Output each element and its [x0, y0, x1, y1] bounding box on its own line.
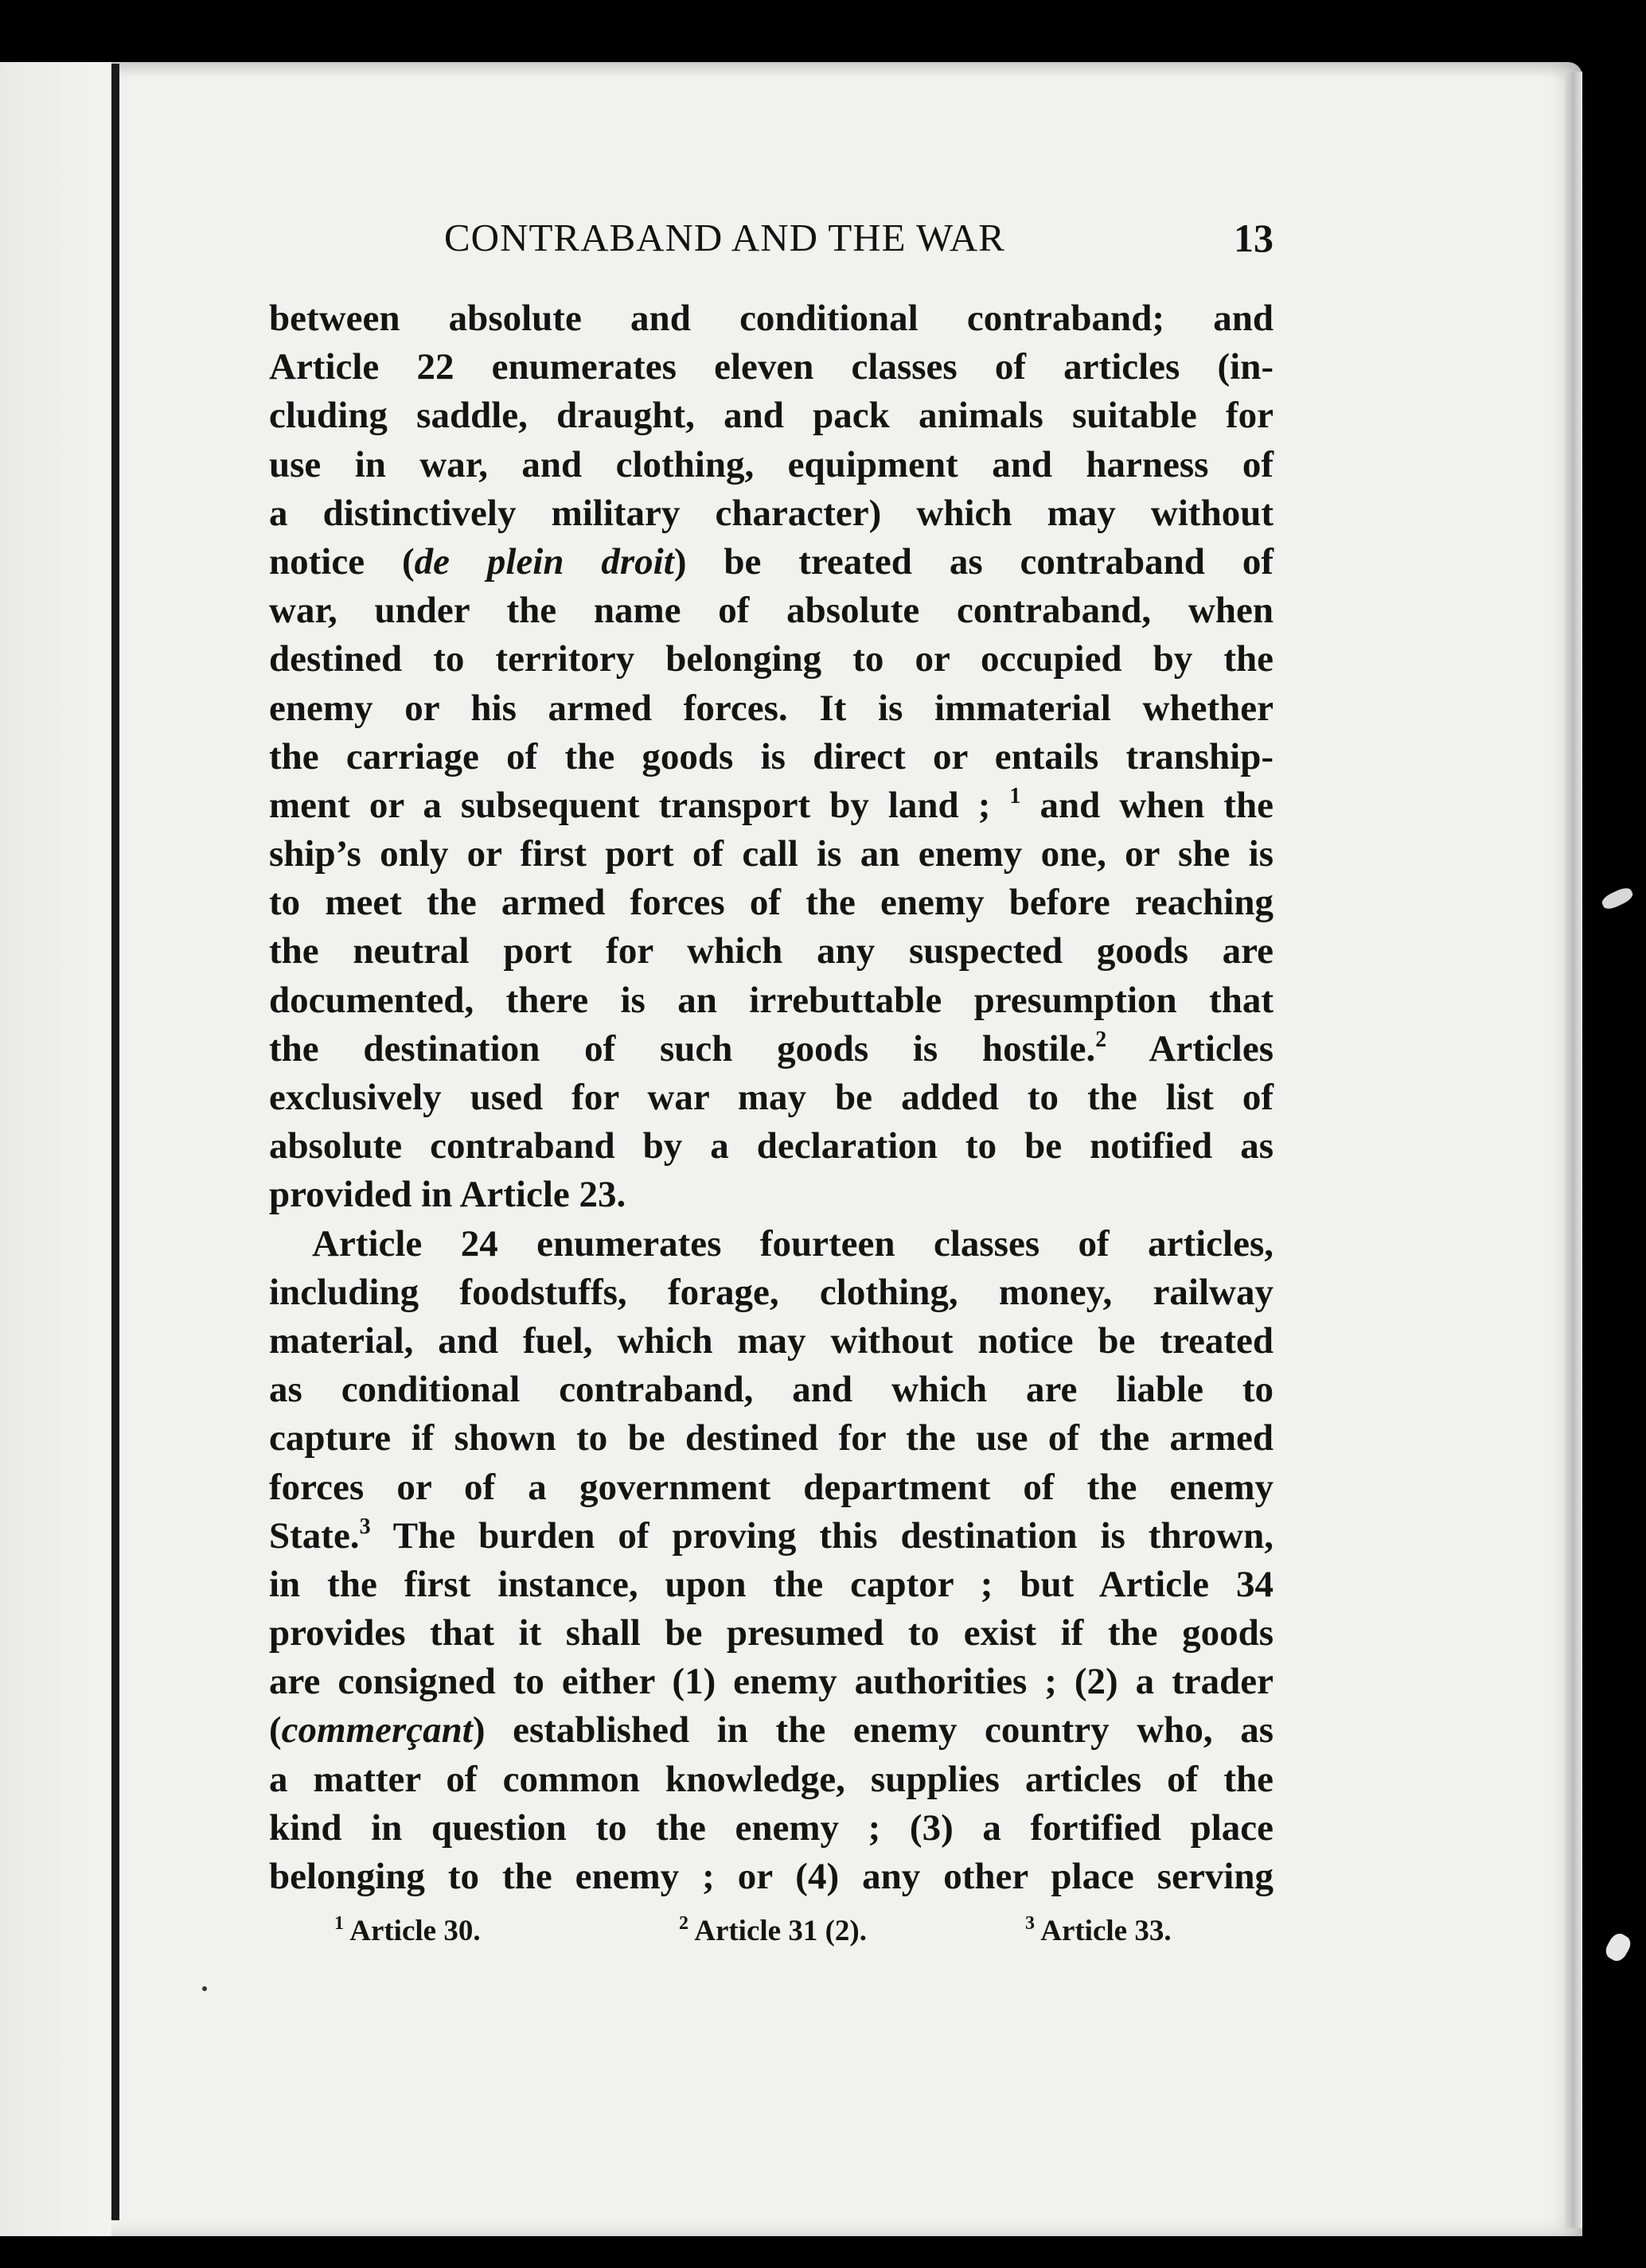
footnote-3 — [1025, 1914, 1172, 1948]
italic-phrase: de plein droit — [414, 540, 674, 583]
footnote-mark: 3 — [1025, 1913, 1035, 1934]
text-line: kind in question to the enemy ; (3) a fortified place — [269, 1806, 1274, 1849]
footnotes — [269, 1914, 1274, 1962]
text-line — [269, 781, 1274, 830]
text-segment: and when the — [1039, 784, 1274, 826]
scan-artifact — [1600, 885, 1635, 911]
page-edge — [1565, 72, 1582, 2228]
text-line: cluding saddle, draught, and pack animals suitable for — [269, 395, 1274, 437]
gutter-shade — [0, 62, 111, 2236]
page-number: 13 — [1234, 216, 1274, 260]
text-segment: notice ( — [269, 540, 415, 583]
text-line: as conditional contraband, and which are liable to — [269, 1369, 1274, 1411]
footnote-1 — [334, 1914, 481, 1948]
text-segment: State. — [269, 1514, 360, 1557]
text-segment: Articles — [1149, 1027, 1274, 1070]
text-line: are consigned to either (1) enemy authorities ; (2) a trader — [269, 1661, 1274, 1703]
scan-artifact — [1602, 1931, 1634, 1964]
text-segment: The burden of proving this destination is thrown, — [392, 1514, 1274, 1557]
text-line: the neutral port for which any suspected goods are — [269, 930, 1274, 972]
text-segment: ) be treated as contraband of — [673, 540, 1274, 583]
text-segment: ) established in the enemy country who, as — [472, 1709, 1274, 1752]
text-line: between absolute and conditional contraband; and — [269, 298, 1274, 339]
text-line: to meet the armed forces of the enemy before reaching — [269, 882, 1274, 924]
text-line: Article 22 enumerates eleven classes of articles (in- — [269, 346, 1274, 388]
text-line: exclusively used for war may be added to the list of — [269, 1077, 1274, 1118]
binding-line — [111, 64, 119, 2220]
text-segment: ment or a subsequent transport by land ; — [269, 784, 991, 826]
text-line: destined to territory belonging to or occupied by the — [269, 638, 1274, 680]
text-line: material, and fuel, which may without notice be treated — [269, 1319, 1274, 1362]
footnote-text: Article 31 (2). — [694, 1915, 867, 1947]
text-segment: the destination of such goods is hostile. — [269, 1027, 1096, 1070]
text-line: war, under the name of absolute contraband, when — [269, 590, 1274, 632]
text-line: provides that it shall be presumed to exist if the goods — [269, 1612, 1274, 1654]
footnote-2 — [679, 1914, 867, 1948]
footnote-ref: 3 — [359, 1514, 371, 1539]
text-line — [269, 1512, 1274, 1561]
text-line: a distinctively military character) which may without — [269, 492, 1274, 534]
text-line: Article 24 enumerates fourteen classes of articles, — [312, 1222, 1274, 1265]
text-segment: ( — [269, 1709, 282, 1752]
text-line: documented, there is an irrebuttable presumption that — [269, 979, 1274, 1021]
running-head — [269, 215, 1274, 271]
text-line: in the first instance, upon the captor ; but Article 34 — [269, 1563, 1274, 1605]
text-line: absolute contraband by a declaration to be notified as — [269, 1125, 1274, 1167]
footnote-ref: 2 — [1095, 1027, 1107, 1052]
text-line: belonging to the enemy ; or (4) any other place serving — [269, 1856, 1274, 1897]
text-line: provided in Article 23. — [269, 1174, 626, 1216]
text-line: including foodstuffs, forage, clothing, money, railway — [269, 1271, 1274, 1313]
italic-phrase: commerçant — [281, 1709, 473, 1752]
text-line: enemy or his armed forces. It is immaterial whether — [269, 687, 1274, 729]
ink-speck — [202, 1986, 207, 1991]
text-line — [269, 538, 1274, 586]
running-title: CONTRABAND AND THE WAR — [444, 216, 1005, 259]
text-line: capture if shown to be destined for the use of the armed — [269, 1417, 1274, 1459]
footnote-ref: 1 — [1009, 783, 1021, 809]
text-line — [269, 1706, 1274, 1755]
text-line: a matter of common knowledge, supplies articles of the — [269, 1758, 1274, 1800]
text-line: ship’s only or first port of call is an enemy one, or she is — [269, 833, 1274, 875]
text-line: use in war, and clothing, equipment and harness of — [269, 443, 1274, 485]
text-line: forces or of a government department of the enemy — [269, 1466, 1274, 1508]
text-line — [269, 1025, 1274, 1074]
body-text — [269, 294, 1274, 1901]
footnote-text: Article 33. — [1040, 1915, 1172, 1947]
text-line: the carriage of the goods is direct or entails tranship- — [269, 735, 1274, 777]
footnote-mark: 2 — [679, 1913, 688, 1934]
footnote-text: Article 30. — [349, 1915, 481, 1947]
footnote-mark: 1 — [334, 1913, 344, 1934]
